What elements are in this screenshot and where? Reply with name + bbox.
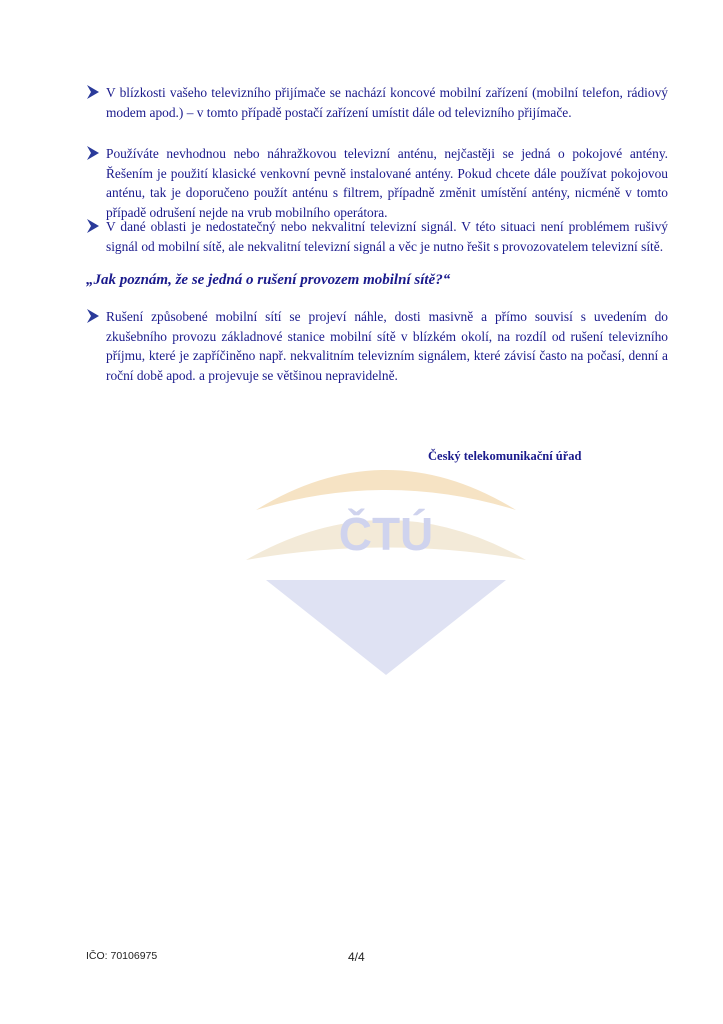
arrow-bullet-icon <box>86 145 100 161</box>
bullet-text: V blízkosti vašeho televizního přijímače se nachází koncové mobilní zařízení (mobilní telefon, rádiový modem apod.) – v tomto případě postačí zařízení umístit dále od televizního přijímače. <box>106 85 668 120</box>
ctu-watermark-logo <box>236 440 536 680</box>
watermark-shield <box>266 580 506 675</box>
question-heading: „Jak poznám, že se jedná o rušení provozem mobilní sítě?“ <box>86 272 451 288</box>
bullet-item <box>86 83 668 122</box>
arrow-bullet-icon <box>86 218 100 234</box>
answer-bullet <box>86 307 668 385</box>
arrow-bullet-icon <box>86 84 100 100</box>
watermark-arc-top <box>256 470 516 510</box>
page-number: 4/4 <box>348 950 365 964</box>
answer-text: Rušení způsobené mobilní sítí se projeví náhle, dosti masivně a přímo souvisí s uvedením do zkušebního provozu základnové stanice mobilní sítě v blízkém okolí, na rozdíl od rušení televizního příjmu, které je zapříčiněno např. nekvalitním televizním signálem, které závisí často na počasí, denní a roční době apod. a projevuje se většinou nepravidelně. <box>106 309 668 383</box>
bullet-item <box>86 144 668 222</box>
bullet-text: Používáte nevhodnou nebo náhražkovou televizní anténu, nejčastěji se jedná o pokojové antény. Řešením je použití klasické venkovní pevně instalované antény. Pokud chcete dále používat pokojovou anténu, tak je doporučeno použít anténu s filtrem, případně změnit umístění antény, nicméně v tomto případě odrušení nejde na vrub mobilního operátora. <box>106 146 668 220</box>
arrow-bullet-icon <box>86 308 100 324</box>
bullet-text: V dané oblasti je nedostatečný nebo nekvalitní televizní signál. V této situaci není problémem rušivý signál od mobilní sítě, ale nekvalitní televizní signál a věc je nutno řešit s provozovatelem televizní sítě. <box>106 219 668 254</box>
signature: Český telekomunikační úřad <box>428 449 582 463</box>
footer-ico: IČO: 70106975 <box>86 950 158 962</box>
bullet-item <box>86 217 668 256</box>
watermark-text: ČTÚ <box>338 508 434 560</box>
